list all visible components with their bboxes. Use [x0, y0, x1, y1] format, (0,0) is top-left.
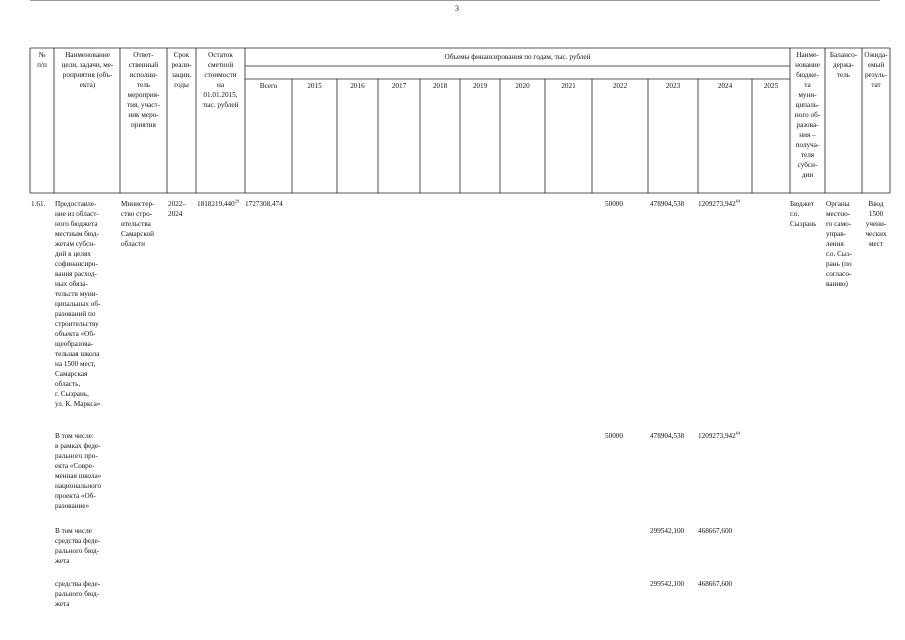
row-1-executor: Министер- ство стро- ительства Самарской области	[121, 200, 155, 248]
header-financing-title: Объемы финансирования по годам, тыс. рублей	[444, 53, 591, 61]
header-year-2020: 2020	[515, 82, 530, 90]
row-1-2023: 478904,538	[650, 200, 685, 208]
row-1-name: Предоставле- ние из област- ного бюджета местным бюд- жетам субси- дий в целях софинансиро- вания расход- ных обяза- тельств муни- ципальных об- разований по строительству объекта «Об- щеобразова- тельная школа на 1500 мест, Самарская область, г. Сызрань, ул. К. Маркса»	[55, 200, 101, 408]
header-year-2025: 2025	[763, 82, 779, 90]
row-3-name: В том числе средства феде- рального бюд- жета	[55, 527, 101, 565]
row-1-remainder: 1818219,440$^{29}$	[197, 198, 240, 208]
header-year-2021: 2021	[561, 82, 576, 90]
row-4-name: средства феде- рального бюд- жета	[55, 580, 101, 608]
header-year-2017: 2017	[391, 82, 407, 90]
row-3-2024: 468667,600	[698, 527, 733, 535]
header-year-2018: 2018	[432, 82, 448, 90]
header-result: Ожида- емый резуль- тат	[864, 51, 888, 89]
header-recipient: Наиме- нование бюдже- та муни- ципаль- ного об- разова- ния – получа- теля субси- дии	[794, 51, 821, 179]
header-year-2015: 2015	[307, 82, 322, 90]
row-1-2022: 50000	[605, 200, 623, 208]
row-1-no: 1.61.	[31, 200, 46, 208]
header-remainder: Остаток сметной стоимости на 01.01.2015, тыс. рублей	[202, 51, 239, 109]
row-4-2024: 468667,600	[698, 580, 733, 588]
page-number: 3	[455, 4, 459, 13]
row-2-2024: 1209273,942$^{64}$	[698, 430, 741, 440]
header-no: № п/п	[37, 51, 47, 69]
row-1-total: 1727308,474	[245, 200, 283, 208]
header-term: Срок реали- зации, годы	[171, 51, 192, 89]
header-year-2023: 2023	[665, 82, 681, 90]
header-executor: Ответ- ственный исполни- тель мероприя- тия, участ- ник меро- приятия	[126, 51, 160, 129]
row-1-term: 2022– 2024	[168, 200, 186, 218]
row-4-2023: 299542,100	[650, 580, 685, 588]
row-2-name: В том числе: в рамках феде- рального про- екта «Совре- менная школа» национального проекта «Об- разование»	[55, 432, 102, 510]
row-1-2024: 1209273,942$^{64}$	[698, 198, 741, 208]
row-1-recipient: Бюджет г.о. Сызрань	[790, 200, 817, 228]
row-2-2023: 478904,538	[650, 432, 685, 440]
header-total: Всего	[259, 82, 278, 90]
header-year-2019: 2019	[472, 82, 488, 90]
header-name: Наименование цели, задачи, ме- роприятия (объ- екта)	[61, 51, 114, 89]
row-1-holder: Органы местно- го само- управ- ления г.о. Сыз- рань (по согласо- ванию)	[826, 200, 852, 288]
header-holder: Балансо- держа- тель	[829, 51, 858, 79]
header-year-2024: 2024	[717, 82, 733, 90]
row-3-2023: 299542,100	[650, 527, 685, 535]
row-1-result: Ввод 1500 учени- ческих мест	[865, 200, 887, 248]
header-year-2022: 2022	[612, 82, 628, 90]
row-2-2022: 50000	[605, 432, 623, 440]
header-year-2016: 2016	[350, 82, 365, 90]
